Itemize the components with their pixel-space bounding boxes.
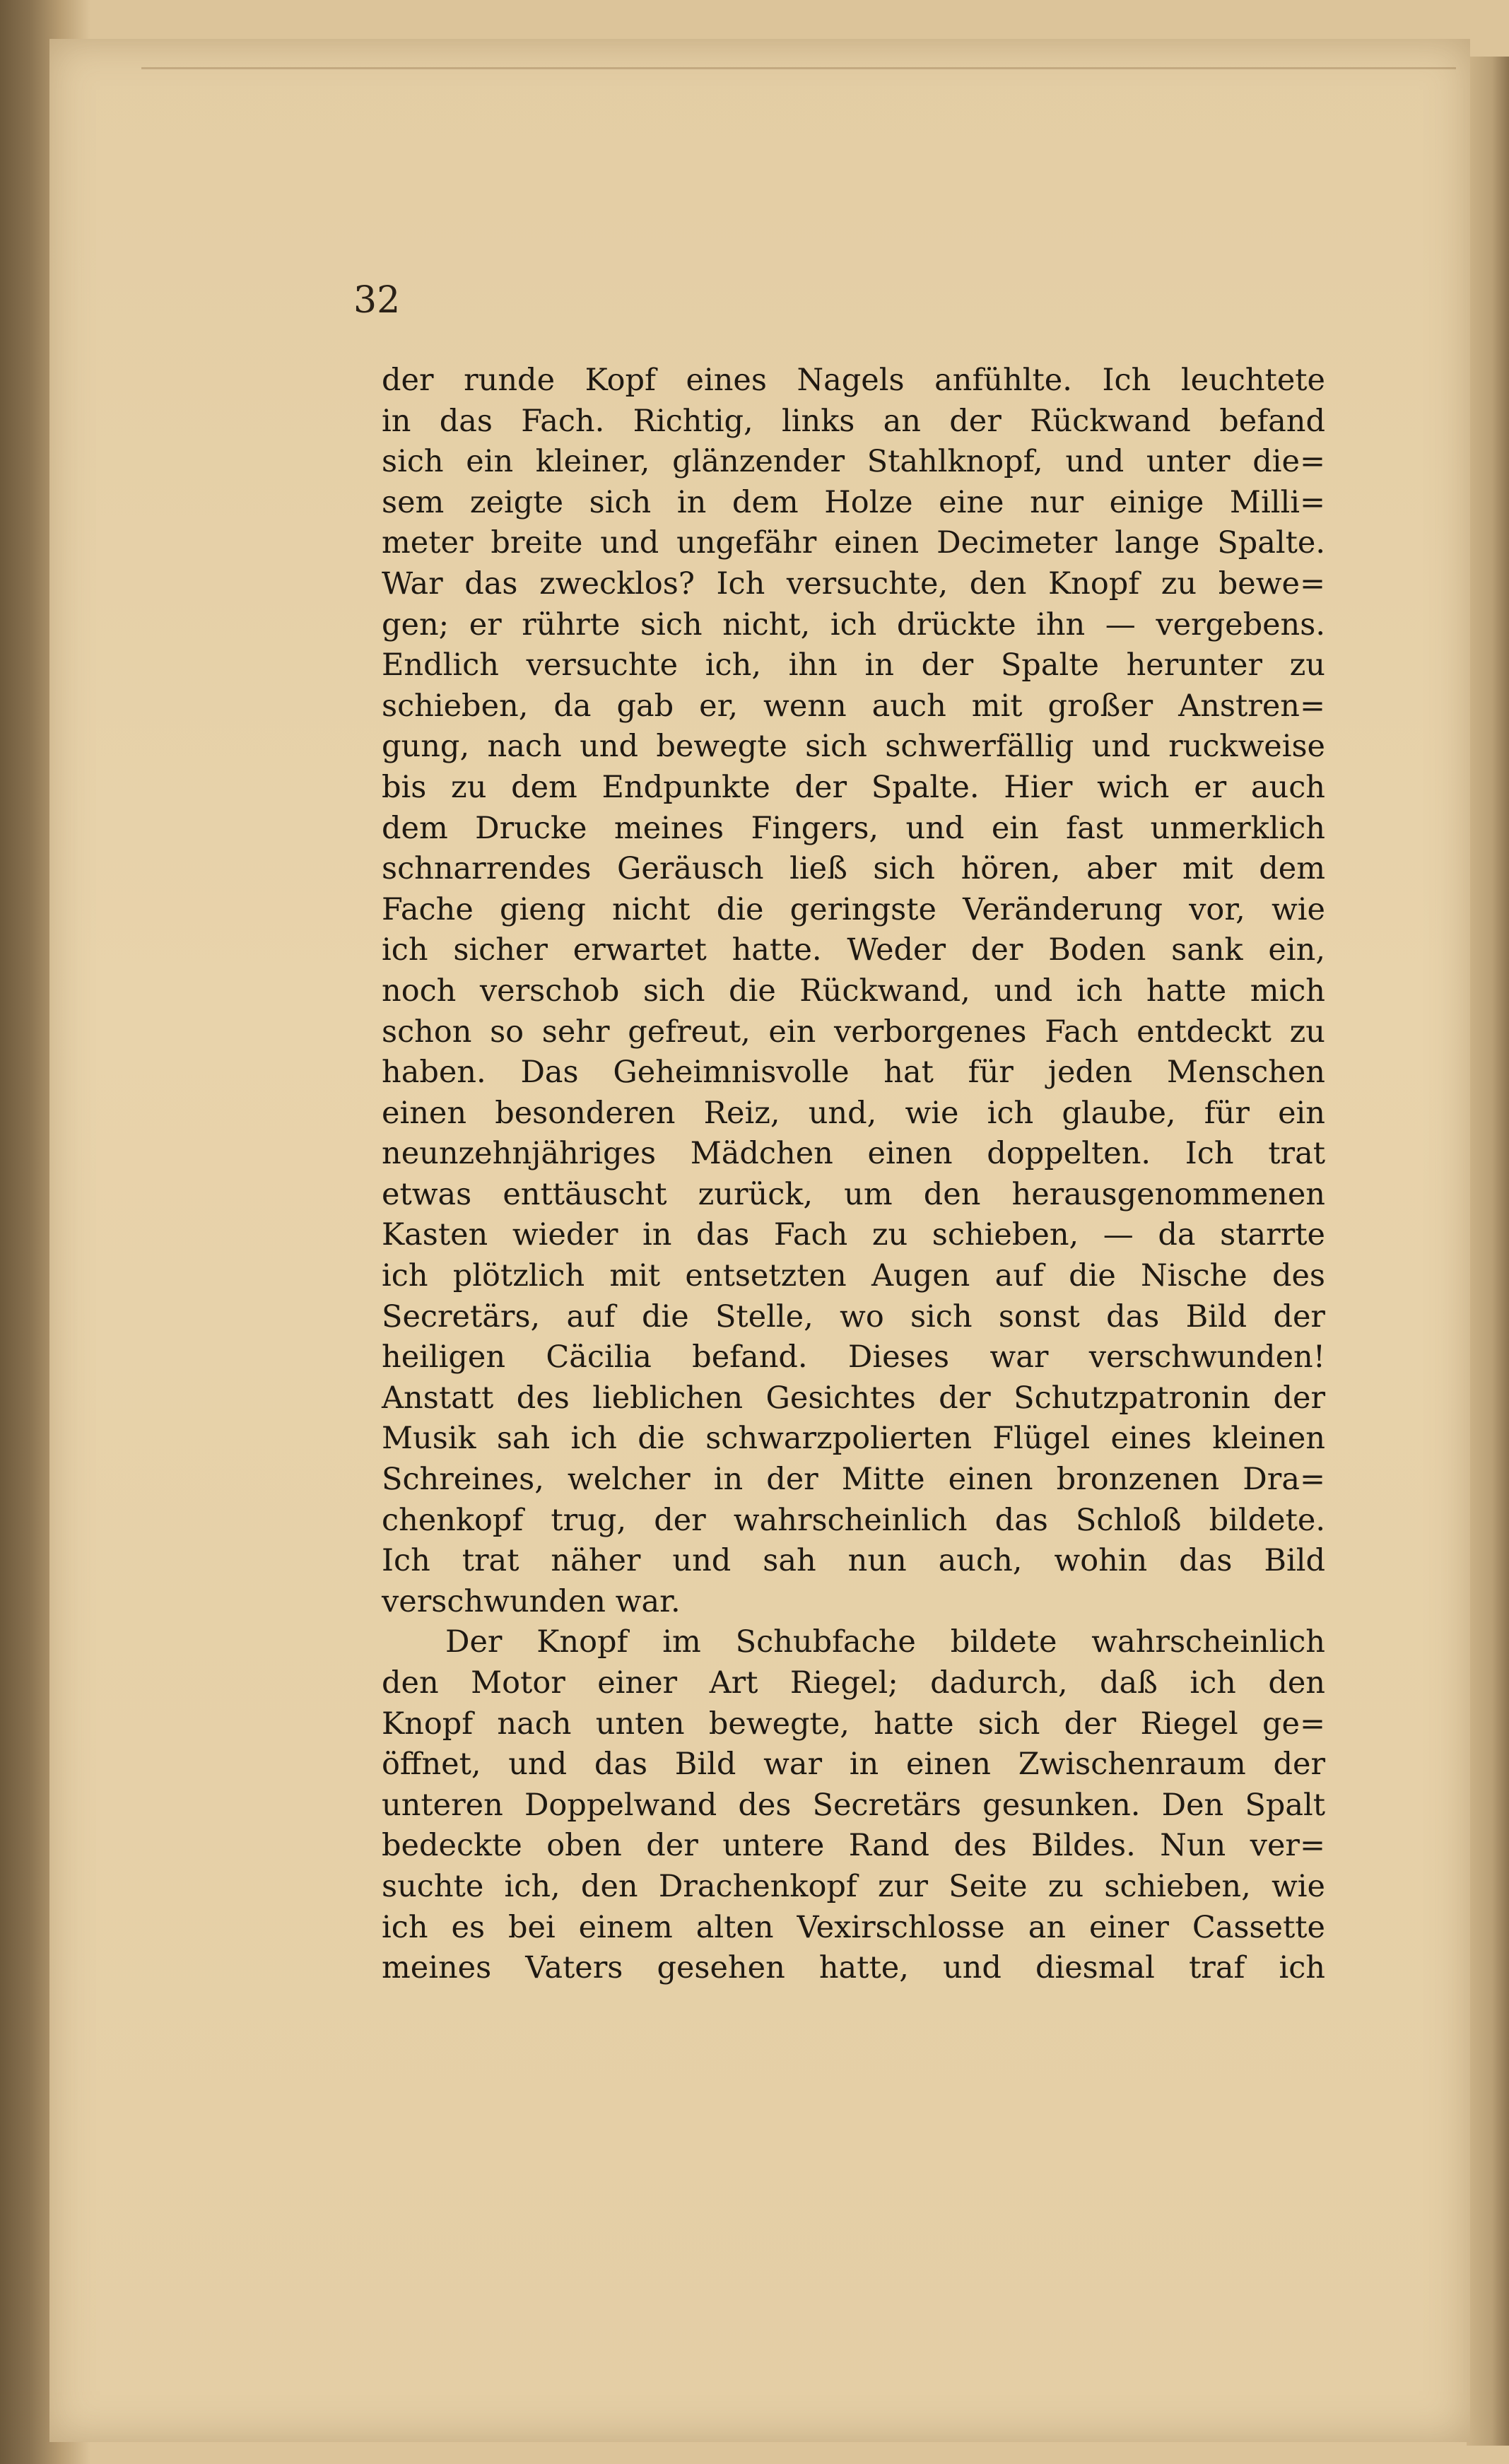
page-fold-line <box>141 67 1456 69</box>
text-line: Der Knopf im Schubfache bildete wahrscheinlich <box>445 1624 1325 1660</box>
text-line: neunzehnjähriges Mädchen einen doppelten. Ich trat <box>382 1136 1325 1172</box>
text-line: Anstatt des lieblichen Gesichtes der Schutzpatronin der <box>382 1380 1325 1416</box>
text-line: ich plötzlich mit entsetzten Augen auf die Nische des <box>382 1258 1325 1294</box>
text-line: schnarrendes Geräusch ließ sich hören, aber mit dem <box>382 851 1325 887</box>
text-line: öffnet, und das Bild war in einen Zwischenraum der <box>382 1747 1325 1783</box>
text-line: ich sicher erwartet hatte. Weder der Boden sank ein, <box>382 932 1325 968</box>
text-line: etwas enttäuscht zurück, um den herausgenommenen <box>382 1176 1325 1212</box>
text-line: meines Vaters gesehen hatte, und diesmal traf ich <box>382 1950 1325 1986</box>
text-line: heiligen Cäcilia befand. Dieses war verschwunden! <box>382 1339 1325 1375</box>
text-line: sem zeigte sich in dem Holze eine nur einige Milli= <box>382 484 1325 520</box>
text-line: Knopf nach unten bewegte, hatte sich der Riegel ge= <box>382 1706 1325 1742</box>
text-line: chenkopf trug, der wahrscheinlich das Schloß bildete. <box>382 1502 1325 1538</box>
text-line: ich es bei einem alten Vexirschlosse an einer Cassette <box>382 1909 1325 1945</box>
text-line: schon so sehr gefreut, ein verborgenes Fach entdeckt zu <box>382 1014 1325 1050</box>
text-line: sich ein kleiner, glänzender Stahlknopf, und unter die= <box>382 444 1325 480</box>
text-line: War das zwecklos? Ich versuchte, den Knopf zu bewe= <box>382 565 1325 602</box>
text-line: unteren Doppelwand des Secretärs gesunken. Den Spalt <box>382 1787 1325 1823</box>
text-line: Fache gieng nicht die geringste Veränderung vor, wie <box>382 891 1325 927</box>
text-line: Ich trat näher und sah nun auch, wohin das Bild <box>382 1543 1325 1579</box>
text-line: noch verschob sich die Rückwand, und ich hatte mich <box>382 973 1325 1009</box>
text-line: Endlich versuchte ich, ihn in der Spalte herunter zu <box>382 647 1325 684</box>
text-line: bedeckte oben der untere Rand des Bildes. Nun ver= <box>382 1828 1325 1864</box>
text-line: Musik sah ich die schwarzpolierten Flügel eines kleinen <box>382 1421 1325 1457</box>
text-line: der runde Kopf eines Nagels anfühlte. Ich leuchtete <box>382 363 1325 398</box>
text-line: in das Fach. Richtig, links an der Rückwand befand <box>382 403 1325 439</box>
page-number: 32 <box>353 279 401 322</box>
text-line: dem Drucke meines Fingers, und ein fast unmerklich <box>382 810 1325 846</box>
text-line: Schreines, welcher in der Mitte einen bronzenen Dra= <box>382 1462 1325 1498</box>
text-line: bis zu dem Endpunkte der Spalte. Hier wich er auch <box>382 769 1325 805</box>
page-edge <box>1467 57 1509 2446</box>
text-line: haben. Das Geheimnisvolle hat für jeden Menschen <box>382 1055 1325 1091</box>
text-line: Kasten wieder in das Fach zu schieben, — da starrte <box>382 1217 1325 1253</box>
text-line: gung, nach und bewegte sich schwerfällig und ruckweise <box>382 729 1325 765</box>
text-line: gen; er rührte sich nicht, ich drückte ihn — vergebens. <box>382 606 1325 643</box>
text-line: verschwunden war. <box>382 1583 681 1619</box>
body-text <box>382 360 1325 1989</box>
text-line: suchte ich, den Drachenkopf zur Seite zu schieben, wie <box>382 1868 1325 1904</box>
text-line: schieben, da gab er, wenn auch mit großer Anstren= <box>382 688 1325 724</box>
text-line: Secretärs, auf die Stelle, wo sich sonst das Bild der <box>382 1298 1325 1334</box>
text-line: den Motor einer Art Riegel; dadurch, daß ich den <box>382 1665 1325 1701</box>
text-line: einen besonderen Reiz, und, wie ich glaube, für ein <box>382 1095 1325 1131</box>
text-line: meter breite und ungefähr einen Decimeter lange Spalte. <box>382 525 1325 561</box>
